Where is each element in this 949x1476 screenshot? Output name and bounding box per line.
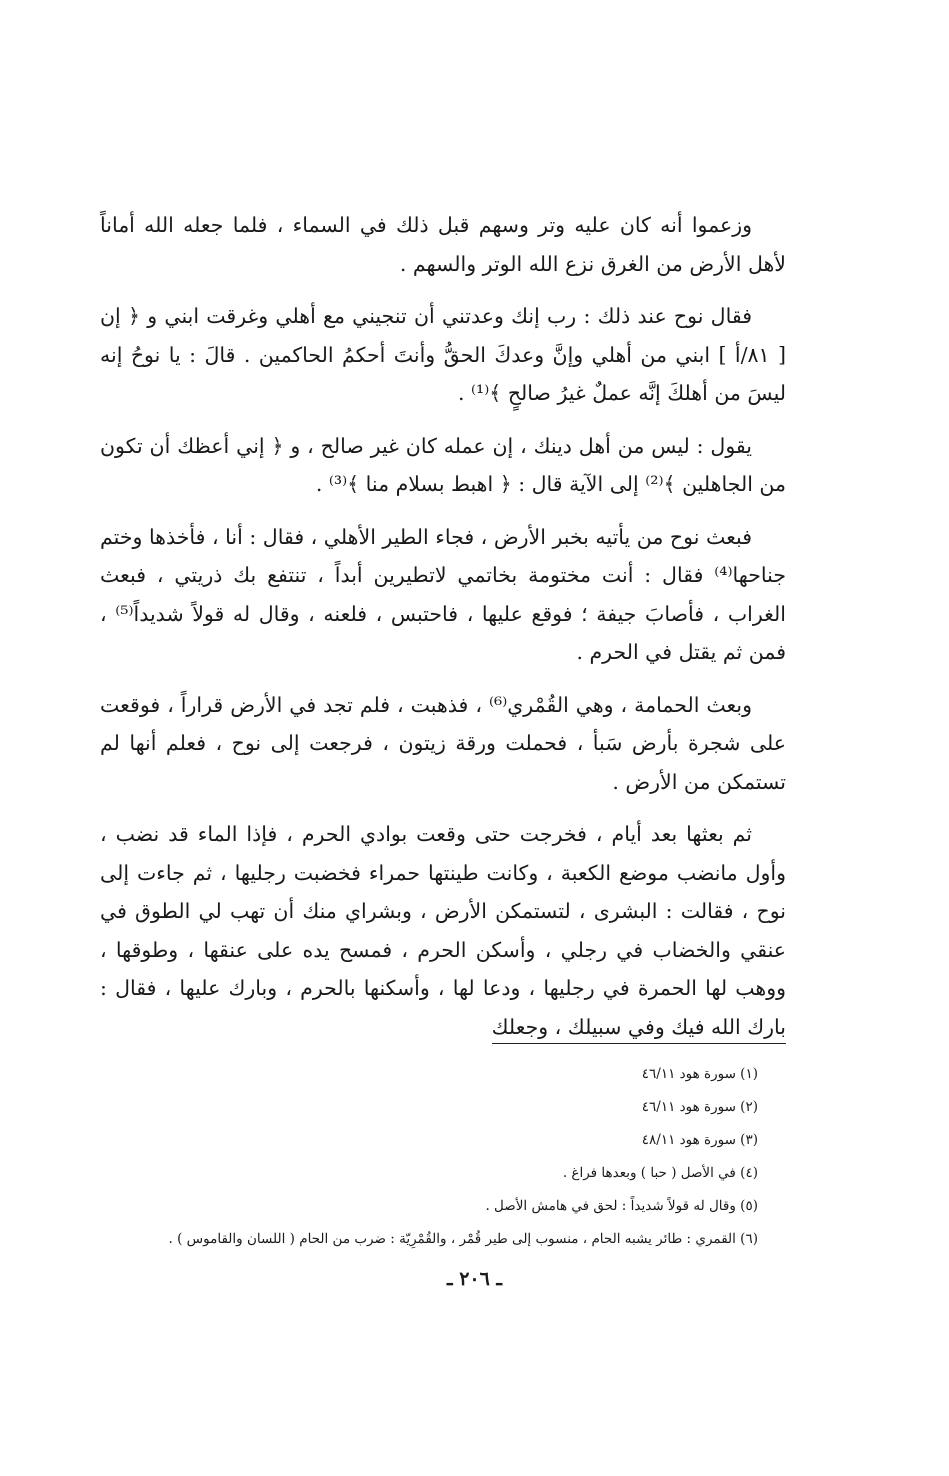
paragraph-6: ثم بعثها بعد أيام ، فخرجت حتى وقعت بوادي الحرم ، فإذا الماء قد نضب ، وأول مانضب موضع الكعبة ، وكانت طينتها حمراء فخضبت رجليها ، ثم جاءت إلى نوح ، فقالت : البشرى ، لتستمكن الأرض ، وبشراي منك أن تهب لي الطوق في عنقي والخضاب في رجلي ، وأسكن الحرم ، فمسح يده على عنقها ، وطوقها ، ووهب لها الحمرة في رجليها ، ودعا لها ، وأسكنها بالحرم ، وبارك عليها ، فقال : بارك الله فيك وفي سبيلك ، وجعلك — [100, 822, 786, 1039]
footnote-6: (٦) القمري : طائر يشبه الحام ، منسوب إلى طير قُمْر ، والقُمْرِيّة : ضرب من الحام ( اللسان والقاموس ) . — [168, 1231, 758, 1247]
footnote-separator — [492, 1043, 786, 1044]
paragraph-1: وزعموا أنه كان عليه وتر وسهم قبل ذلك في السماء ، فلما جعله الله أماناً لأهل الأرض من الغرق نزع الله الوتر والسهم . — [100, 213, 786, 276]
paragraph-4: فبعث نوح من يأتيه بخبر الأرض ، فجاء الطير الأهلي ، فقال : أنا ، فأخذها وختم جناحها⁽⁴⁾ فقال : أنت مختومة بخاتمي لاتطيرين أبداً ، تنتفع بك ذريتي ، فبعث الغراب ، فأصابَ جيفة ؛ فوقع عليها ، فاحتبس ، فلعنه ، وقال له قولاً شديداً⁽⁵⁾ ، فمن ثم يقتل في الحرم . — [100, 524, 786, 664]
footnote-3: (٣) سورة هود ٤٨/١١ — [641, 1132, 758, 1148]
footnote-5: (٥) وقال له قولاً شديداً : لحق في هامش الأصل . — [485, 1198, 758, 1214]
footnote-4: (٤) في الأصل ( حبا ) وبعدها فراغ . — [562, 1165, 758, 1181]
footnotes — [100, 1058, 758, 1256]
paragraph-3: يقول : ليس من أهل دينك ، إن عمله كان غير صالح ، و ﴿ إني أعظك أن تكون من الجاهلين ﴾⁽²⁾ إلى الآية قال : ﴿ اهبط بسلام منا ﴾⁽³⁾ . — [100, 433, 786, 496]
paragraph-2: فقال نوح عند ذلك : رب إنك وعدتني أن تنجيني مع أهلي وغرقت ابني و ﴿ إن [ ٨١/أ ] ابني من أهلي وإنَّ وعدكَ الحقُّ وأنتَ أحكمُ الحاكمين . قالَ : يا نوحُ إنه ليسَ من أهلكَ إنَّه عملٌ غيرُ صالحٍ ﴾⁽¹⁾ . — [100, 304, 786, 405]
footnote-1: (١) سورة هود ٤٦/١١ — [641, 1066, 758, 1082]
main-text — [100, 206, 786, 1060]
paragraph-5: وبعث الحمامة ، وهي القُمْري⁽⁶⁾ ، فذهبت ، فلم تجد في الأرض قراراً ، فوقعت على شجرة بأرض سَبأ ، فحملت ورقة زيتون ، فرجعت إلى نوح ، فعلم أنها لم تستمكن من الأرض . — [100, 692, 786, 794]
footnote-2: (٢) سورة هود ٤٦/١١ — [641, 1099, 758, 1115]
page-number: ـ ٢٠٦ ـ — [447, 1268, 502, 1290]
